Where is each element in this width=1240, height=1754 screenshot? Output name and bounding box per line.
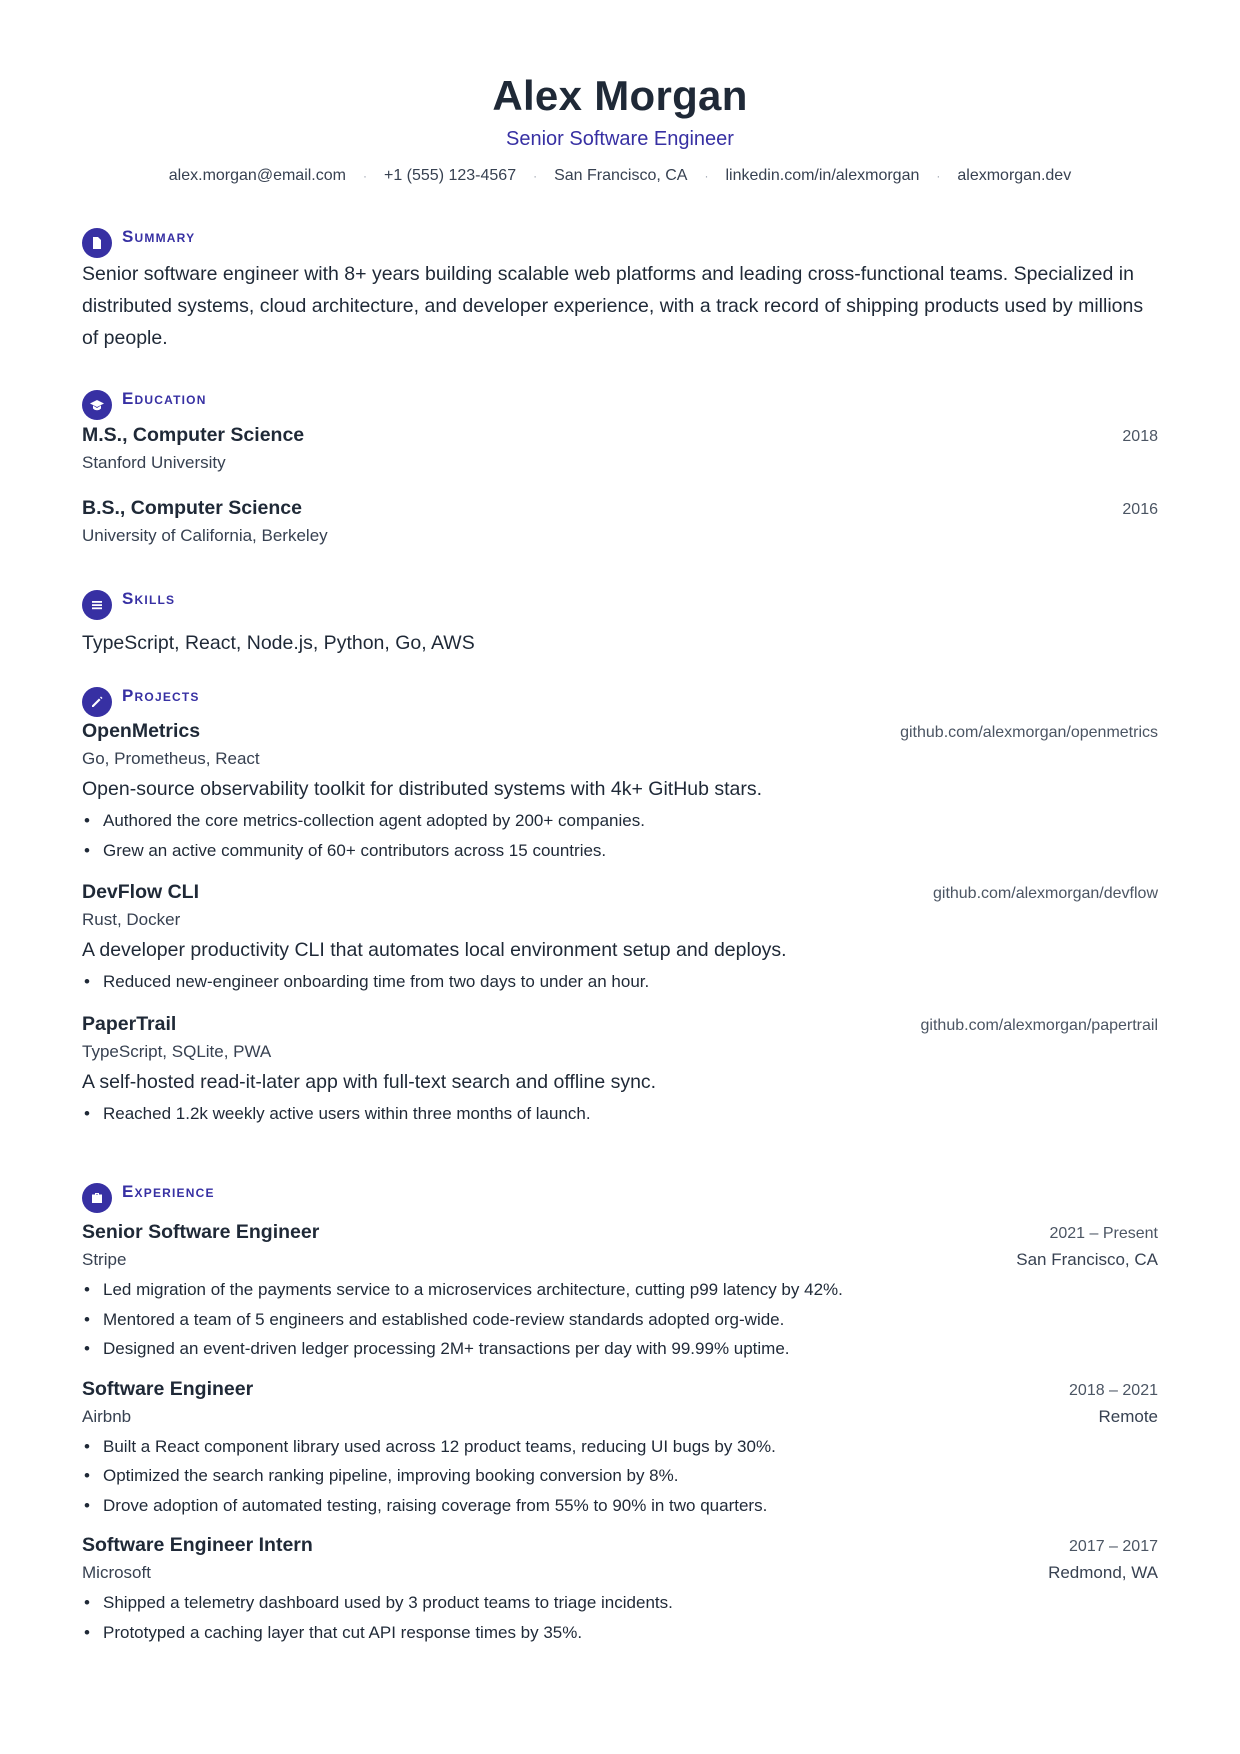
job-bullets — [82, 1432, 1158, 1521]
bullet-item: • Designed an event-driven ledger processing 2M+ transactions per day with 99.99% uptime. — [82, 1334, 1158, 1364]
project-description: A developer productivity CLI that automates local environment setup and deploys. — [82, 939, 787, 961]
project-tech: Rust, Docker — [82, 910, 181, 929]
project-name: DevFlow CLI — [82, 881, 200, 903]
experience-section — [82, 1177, 1158, 1647]
job-bullets — [82, 1588, 1158, 1647]
job-role: Software Engineer — [82, 1377, 254, 1400]
bullet-item: • Optimized the search ranking pipeline, improving booking conversion by 8%. — [82, 1461, 1158, 1491]
project-item — [82, 716, 1158, 865]
school: University of California, Berkeley — [82, 526, 328, 545]
graduation-cap-icon — [82, 390, 112, 420]
section-heading — [82, 222, 1158, 256]
contact-phone[interactable]: +1 (555) 123-4567 — [383, 167, 517, 184]
section-heading — [82, 1177, 1158, 1211]
experience-item — [82, 1374, 1158, 1521]
project-bullets — [82, 806, 1158, 865]
contact-separator: · — [362, 169, 367, 183]
contact-separator: · — [936, 169, 941, 183]
project-name: PaperTrail — [82, 1012, 177, 1035]
education-item — [82, 493, 1158, 549]
graduation-year: 2016 — [1122, 501, 1158, 518]
section-title: Skills — [122, 589, 176, 608]
contact-separator: · — [533, 169, 538, 183]
candidate-headline: Senior Software Engineer — [506, 128, 734, 150]
project-description: Open-source observability toolkit for distributed systems with 4k+ GitHub stars. — [82, 778, 763, 800]
list-icon — [82, 590, 112, 620]
job-location: San Francisco, CA — [1016, 1250, 1158, 1269]
education-section — [82, 384, 1158, 549]
bullet-item: • Led migration of the payments service to a microservices architecture, cutting p99 latency by 42%. — [82, 1275, 1158, 1305]
job-dates: 2018 – 2021 — [1069, 1381, 1158, 1399]
contact-linkedin[interactable]: linkedin.com/in/alexmorgan — [725, 167, 920, 184]
bullet-item: • Drove adoption of automated testing, raising coverage from 55% to 90% in two quarters. — [82, 1491, 1158, 1521]
job-location: Remote — [1098, 1406, 1158, 1426]
job-dates: 2021 – Present — [1049, 1225, 1158, 1242]
section-title: Projects — [122, 686, 200, 705]
project-tech: Go, Prometheus, React — [82, 749, 260, 768]
bullet-item: • Mentored a team of 5 engineers and established code-review standards adopted org-wide. — [82, 1305, 1158, 1335]
bullet-item: • Built a React component library used across 12 product teams, reducing UI bugs by 30%. — [82, 1432, 1158, 1462]
contact-website[interactable]: alexmorgan.dev — [957, 167, 1072, 184]
project-link[interactable]: github.com/alexmorgan/papertrail — [920, 1016, 1158, 1034]
project-tech: TypeScript, SQLite, PWA — [82, 1041, 272, 1061]
job-location: Redmond, WA — [1048, 1563, 1158, 1582]
section-heading — [82, 384, 1158, 418]
company: Airbnb — [82, 1406, 132, 1426]
section-heading — [82, 584, 1158, 618]
experience-item — [82, 1530, 1158, 1647]
bullet-item: • Reduced new-engineer onboarding time from two days to under an hour. — [82, 967, 1158, 997]
contact-location: San Francisco, CA — [554, 167, 688, 184]
project-item — [82, 1009, 1158, 1129]
education-item — [82, 420, 1158, 476]
document-icon — [82, 228, 112, 258]
section-title: Summary — [122, 227, 196, 246]
school: Stanford University — [82, 453, 226, 472]
bullet-item: • Reached 1.2k weekly active users within three months of launch. — [82, 1099, 1158, 1129]
project-bullets — [82, 1099, 1158, 1129]
project-link[interactable]: github.com/alexmorgan/devflow — [932, 885, 1158, 902]
project-item — [82, 877, 1158, 997]
job-role: Senior Software Engineer — [82, 1221, 320, 1243]
bullet-item: • Grew an active community of 60+ contributors across 15 countries. — [82, 836, 1158, 866]
candidate-name: Alex Morgan — [492, 72, 748, 119]
company: Stripe — [82, 1250, 127, 1269]
contact-email[interactable]: alex.morgan@email.com — [168, 167, 346, 184]
project-bullets — [82, 967, 1158, 997]
summary-text: Senior software engineer with 8+ years building scalable web platforms and leading cross-functional teams. Specialized in distributed systems, cloud architecture, and developer experience, with a track record of shipping products used by millions of people. — [82, 263, 1144, 349]
bullet-item: • Authored the core metrics-collection agent adopted by 200+ companies. — [82, 806, 1158, 836]
summary-section — [82, 222, 1158, 354]
degree: B.S., Computer Science — [82, 497, 302, 519]
graduation-year: 2018 — [1122, 428, 1158, 445]
job-bullets — [82, 1275, 1158, 1364]
bullet-item: • Shipped a telemetry dashboard used by 3 product teams to triage incidents. — [82, 1588, 1158, 1618]
job-dates: 2017 – 2017 — [1069, 1538, 1158, 1555]
contact-separator: · — [704, 169, 709, 183]
experience-item — [82, 1217, 1158, 1364]
bullet-item: • Prototyped a caching layer that cut API response times by 35%. — [82, 1618, 1158, 1648]
section-title: Education — [122, 389, 207, 408]
project-link[interactable]: github.com/alexmorgan/openmetrics — [900, 724, 1158, 741]
project-description: A self-hosted read-it-later app with full-text search and offline sync. — [82, 1070, 657, 1093]
contact-line — [0, 164, 1240, 188]
resume-header — [0, 68, 1240, 188]
company: Microsoft — [82, 1563, 151, 1582]
projects-section — [82, 681, 1158, 1128]
briefcase-icon — [82, 1183, 112, 1213]
section-heading — [82, 681, 1158, 715]
section-title: Experience — [122, 1182, 215, 1201]
job-role: Software Engineer Intern — [82, 1534, 313, 1556]
skills-text: TypeScript, React, Node.js, Python, Go, AWS — [82, 632, 475, 654]
pencil-icon — [82, 687, 112, 717]
degree: M.S., Computer Science — [82, 424, 305, 446]
skills-section — [82, 584, 1158, 658]
project-name: OpenMetrics — [82, 720, 201, 742]
